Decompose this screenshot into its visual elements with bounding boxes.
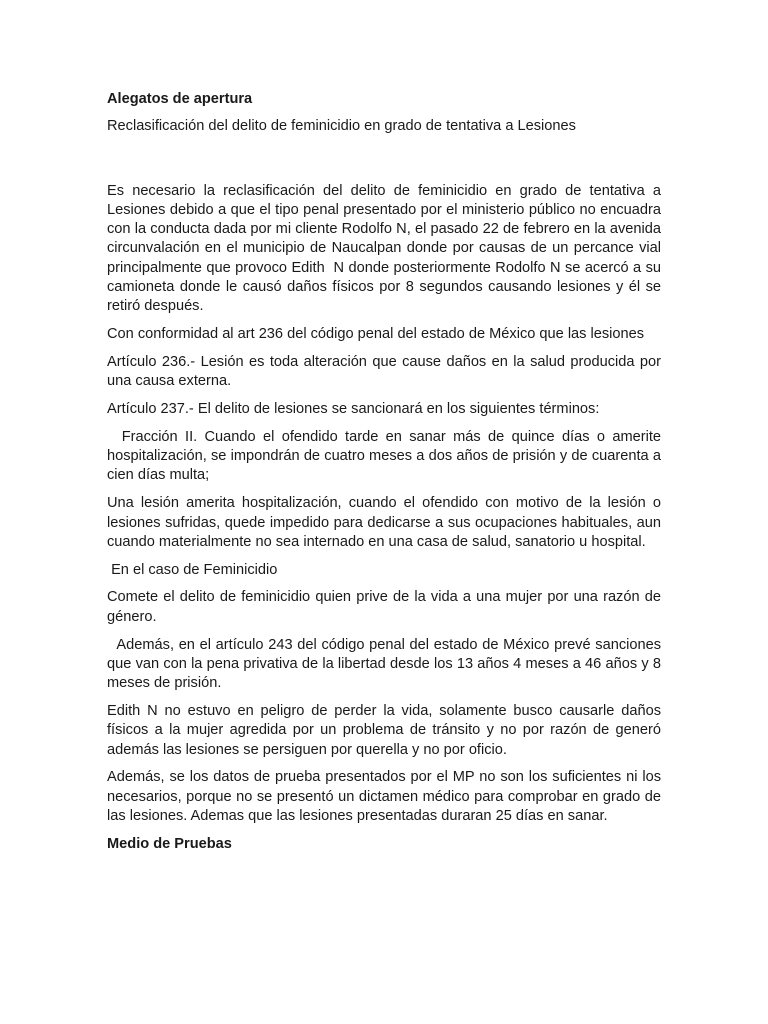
paragraph-articulo-237: Artículo 237.- El delito de lesiones se sancionará en los siguientes términos: xyxy=(107,401,600,418)
paragraph-caso-feminicidio: En el caso de Feminicidio xyxy=(107,561,278,578)
paragraph-definicion-feminicidio: Comete el delito de feminicidio quien prive de la vida a una mujer por una razón de género. xyxy=(107,589,666,625)
section-heading-medio-pruebas: Medio de Pruebas xyxy=(107,835,232,852)
document-heading: Alegatos de apertura xyxy=(107,91,253,107)
paragraph-articulo-243: Además, en el artículo 243 del código penal del estado de México prevé sanciones que van con la pena privativa de la libertad desde los 13 años 4 meses a 46 años y 8 meses de prisión. xyxy=(107,636,666,692)
document-body xyxy=(107,90,666,854)
paragraph-datos-prueba: Además, se los datos de prueba presentados por el MP no son los suficientes ni los necesarios, porque no se presentó un dictamen médico para comprobar en grado de las lesiones. Ademas que las lesiones presentadas duraran 25 días en sanar. xyxy=(107,769,666,824)
paragraph-hospitalizacion: Una lesión amerita hospitalización, cuando el ofendido con motivo de la lesión o lesiones sufridas, quede impedido para dedicarse a sus ocupaciones habituales, aun cuando materialmente no sea internado en una casa de salud, sanatorio u hospital. xyxy=(107,495,666,550)
document-subtitle: Reclasificación del delito de feminicidio en grado de tentativa a Lesiones xyxy=(107,118,576,135)
paragraph-articulo-236: Artículo 236.- Lesión es toda alteración que cause daños en la salud producida por una causa externa. xyxy=(107,353,666,390)
paragraph-edith: Edith N no estuvo en peligro de perder la vida, solamente busco causarle daños físicos a la mujer agredida por un problema de tránsito y no por razón de generó además las lesiones se persiguen por querella y no por oficio. xyxy=(107,702,666,758)
paragraph-intro: Es necesario la reclasificación del delito de feminicidio en grado de tentativa a Lesiones debido a que el tipo penal presentado por el ministerio público no encuadra con la conducta dada por mi cliente Rodolfo N, el pasado 22 de febrero en la avenida circunvalación en el municipio de Naucalpan donde por causas de un percance vial principalmente que provoco Edith N donde posteriormente Rodolfo N se acercó a su camioneta donde le causó daños físicos por 8 segundos causando lesiones y él se retiró después. xyxy=(107,182,666,315)
paragraph-conformidad: Con conformidad al art 236 del código penal del estado de México que las lesiones xyxy=(107,326,645,343)
paragraph-fraccion-ii: Fracción II. Cuando el ofendido tarde en sanar más de quince días o amerite hospitalización, se impondrán de cuatro meses a dos años de prisión y de cuarenta a cien días multa; xyxy=(107,428,666,484)
